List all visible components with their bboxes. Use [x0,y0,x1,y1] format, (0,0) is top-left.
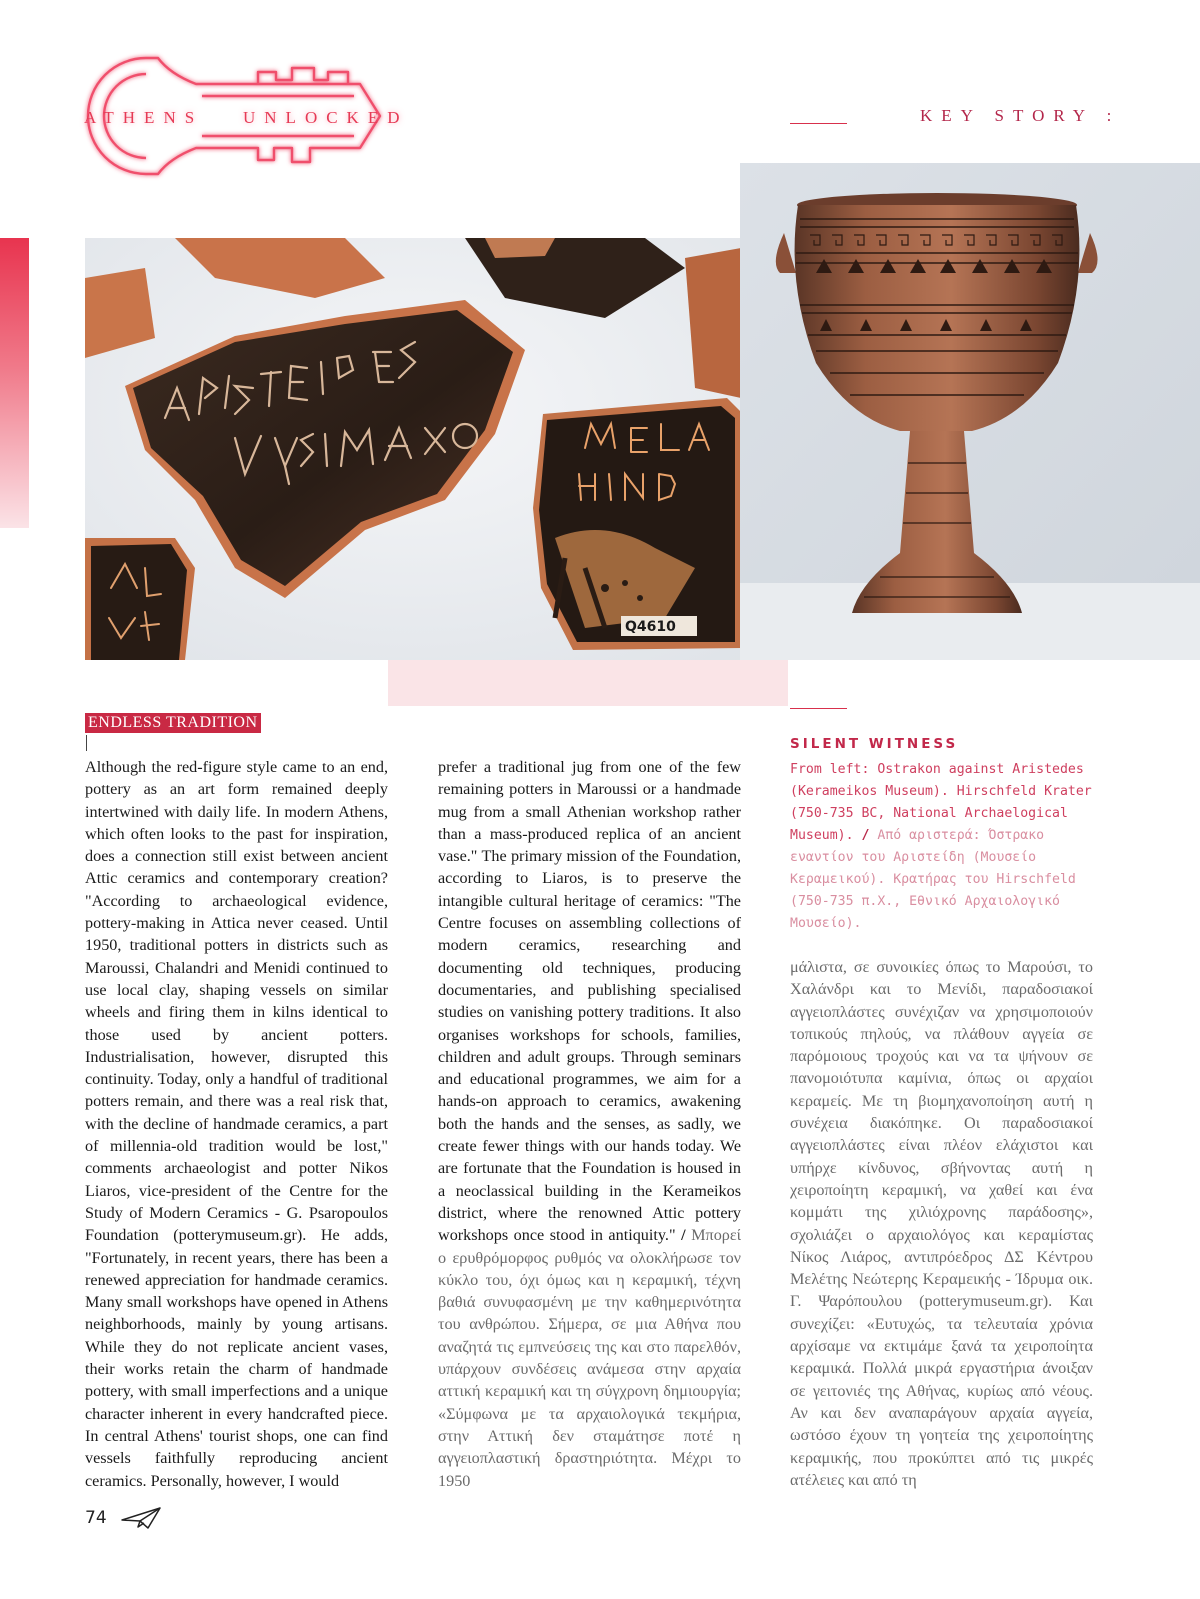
museum-number-label: Q4610 [625,619,676,635]
article-column-2-english: prefer a traditional jug from one of the few remaining potters in Maroussi or a handmade mug from a small Athenian workshop rather than a mass-produced replica of an ancient vase." The primary mission of the Foundation, according to Liaros, is to preserve the intangible cultural heritage of ceramics: "The Centre focuses on assembling collections of modern ceramics, researching and documenting old techniques, producing documentaries, and publishing specialised studies on vanishing pottery traditions. It also organises workshops for schools, families, children and adult groups. Through seminars and educational programmes, we aim for a hands-on approach to ceramics, awakening both the hands and the senses, as sadly, we create fewer things with our hands today. We are fortunate that the Foundation is housed in a neoclassical building in the Kerameikos district, where the renowned Attic pottery workshops once stood in antiquity." [438,758,741,1245]
krater-photo [740,163,1200,660]
section-heading: ENDLESS TRADITION [85,713,261,733]
language-separator: / [675,1226,692,1245]
ostraka-photo [85,238,741,660]
caption-english: From left: Ostrakon against Aristedes (Kerameikos Museum). Hirschfeld Krater (750-735 BC, National Archaelogical Museum). [790,762,1092,843]
logo-word-athens: ATHENS [84,108,204,127]
article-column-2 [438,756,741,1492]
edge-color-strip [0,238,29,528]
heading-tick [86,735,87,751]
header-rule [790,123,847,124]
paper-plane-icon [120,1506,162,1530]
article-column-3: μάλιστα, σε συνοικίες όπως το Μαρούσι, το Χαλάνδρι και το Μενίδι, παραδοσιακοί αγγειοπλάστες συνέχιζαν να χρησιμοποιούν τοπικούς πηλούς, να πλάθουν αγγεία σε παρόμοιους τροχούς και να τα ψήνουν σε πανομοιότυπα καμίνια, όπως οι αρχαίοι κεραμείς. Με τη βιομηχανοποίηση αυτή η συνέχεια διακόπηκε. Οι παραδοσιακοί αγγειοπλάστες είναι πλέον ελάχιστοι και υπήρχε κίνδυνος, σβήνοντας αυτή η χειροποίητη κεραμική, να χαθεί και ένα κομμάτι της χιλιόχρονης παράδοσης», σχολιάζει ο αρχαιολόγος και κεραμίστας Νίκος Λιάρος, αντιπρόεδρος ΔΣ Κέντρου Μελέτης Νεώτερης Κεραμεικής - Ίδρυμα οικ. Γ. Ψαρόπουλου (potterymuseum.gr). Και συνεχίζει: «Ευτυχώς, τα τελευταία χρόνια αρχίσαμε να εκτιμάμε ξανά τα χειροποίητα κεραμικά. Πολλά μικρά εργαστήρια άνοιξαν σε γειτονιές της Αθήνας, κυρίως από νέους. Αν και δεν αναπαράγουν αρχαία αγγεία, ωστόσο έχουν τη γοητεία της χειροποίητης κεραμικής, που προκύπτει από τις μικρές ατέλειες και από τη [790,958,1093,1489]
page-number: 74 [85,1508,107,1528]
article-column-2-greek: Μπορεί ο ερυθρόμορφος ρυθμός να ολοκλήρωσε τον κύκλο του, όχι όμως και η κεραμική, τέχνη βαθιά συνυφασμένη με την καθημερινότητα του ανθρώπου. Σήμερα, σε μια Αθήνα που αναζητά τις εμπνεύσεις της και στο παρελθόν, υπάρχουν συνδέσεις ανάμεσα στην αρχαία αττική κεραμική και τη σύγχρονη δημιουργία; «Σύμφωνα με τα αρχαιολογικά τεκμήρια, στην Αττική δεν σταμάτησε ποτέ η αγγειοπλαστική δραστηριότητα. Μέχρι το 1950 [438,1226,742,1490]
caption-separator: / [853,828,878,843]
article-column-1: Although the red-figure style came to an end, pottery as an art form remained deeply intertwined with daily life. In modern Athens, which often looks to the past for inspiration, does a connection still exist between ancient Attic ceramics and contemporary creation? "According to archaeological evidence, pottery-making in Attica never ceased. Until 1950, traditional potters in districts such as Maroussi, Chalandri and Menidi continued to use local clay, shaping vessels on similar wheels and firing them in kilns identical to those used by ancient potters. Industrialisation, however, disrupted this continuity. Today, only a handful of traditional potters remain, and there was a real risk that, with the decline of handmade ceramics, a part of millennia-old tradition would be lost," comments archaeologist and potter Nikos Liaros, vice-president of the Centre for the Study of Modern Ceramics - G. Psaropoulos Foundation (potterymuseum.gr). He adds, "Fortunately, in recent years, there has been a renewed appreciation for handmade ceramics. Many small workshops have opened in Athens neighborhoods, mainly by young artisans. While they do not replicate ancient vases, their works retain the charm of handmade pottery, with small imperfections and a unique character inherent in every handcrafted piece. In central Athens' tourist shops, one can find vessels faithfully reproducing ancient ceramics. Personally, however, I would [85,758,388,1490]
section-label: KEY STORY : [920,106,1121,125]
logo-word-unlocked: UNLOCKED [243,108,409,127]
caption-body [790,759,1100,935]
caption-greek: Από αριστερά: Όστρακο εναντίον του Αριστείδη (Μουσείο Κεραμεικού). Κρατήρας του Hirschfeld (750-735 π.Χ., Εθνικό Αρχαιολογικό Μουσείο). [790,828,1076,931]
caption-rule [790,708,847,709]
caption-title: SILENT WITNESS [790,736,959,752]
